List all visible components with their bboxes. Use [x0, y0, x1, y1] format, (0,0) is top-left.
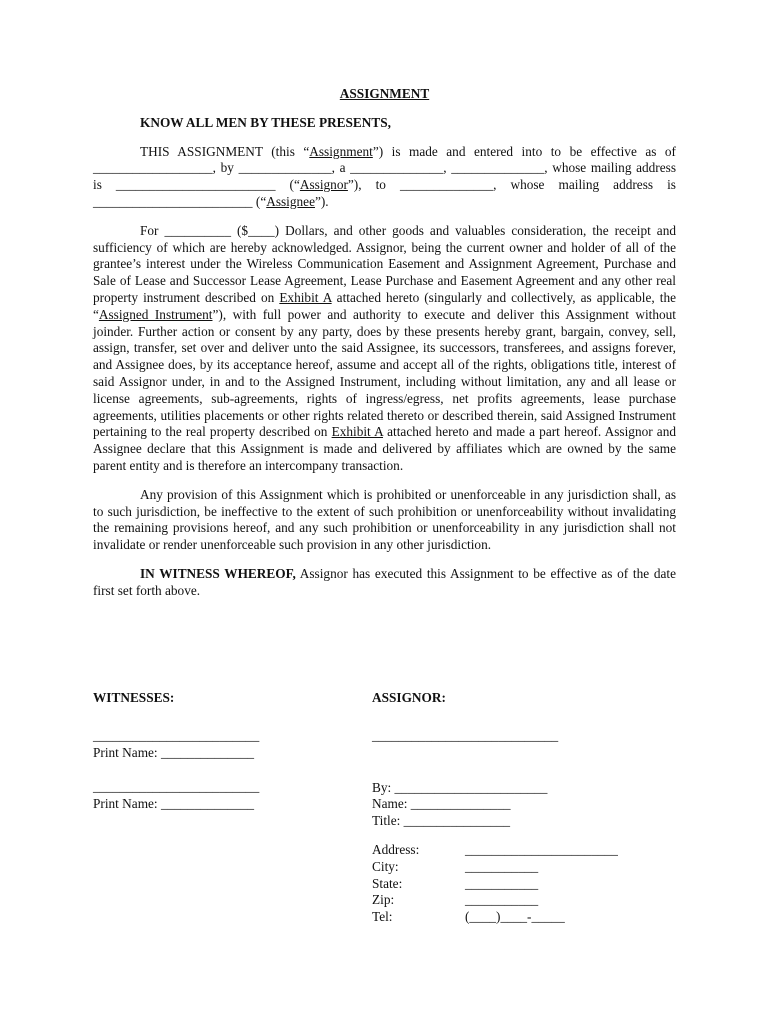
know-all-heading: KNOW ALL MEN BY THESE PRESENTS,: [140, 114, 391, 130]
state-row: State: ___________: [372, 875, 539, 891]
assignor-signature-line: ____________________________: [372, 727, 559, 743]
witnesses-column: [93, 690, 363, 813]
witness-signature-line-1: _________________________: [93, 727, 260, 743]
assignor-title: Title: ________________: [372, 813, 511, 829]
witnesses-heading: WITNESSES:: [93, 690, 175, 705]
document-title: ASSIGNMENT: [339, 86, 430, 101]
assigned-instrument-term: Assigned Instrument: [98, 306, 213, 322]
in-witness-lead: IN WITNESS WHEREOF,: [140, 565, 296, 581]
assignor-column: [372, 690, 672, 926]
city-row: City: ___________: [372, 858, 539, 874]
intro-paragraph: THIS ASSIGNMENT (this “Assignment”) is made and entered into to be effective as of __________________, by ______________, a ______________, ______________, whose mailing address is ________________________ (“Assignor”), to ______________, whose mailing address is ________________________ (“Assignee”).: [93, 143, 676, 209]
zip-row: Zip: ___________: [372, 892, 539, 908]
witness-paragraph: IN WITNESS WHEREOF, Assignor has executed this Assignment to be effective as of the date first set forth above.: [93, 565, 676, 598]
severability-paragraph: Any provision of this Assignment which is prohibited or unenforceable in any jurisdiction shall, as to such jurisdiction, be ineffective to the extent of such prohibition or unenforceability without invalidating the remaining provisions hereof, and any such prohibition or unenforceability in any jurisdiction shall not invalidate or render unenforceable such provision in any other jurisdiction.: [93, 486, 676, 553]
document-body: [93, 86, 676, 612]
tel-row: Tel: (____)____-_____: [372, 909, 565, 925]
exhibit-a-ref: Exhibit A: [279, 289, 332, 305]
assignment-term: Assignment: [309, 143, 373, 159]
witness-print-name-2: Print Name: ______________: [93, 796, 255, 812]
assignor-heading: ASSIGNOR:: [372, 690, 446, 705]
assignor-name: Name: _______________: [372, 796, 511, 812]
address-row: Address: _______________________: [372, 841, 618, 857]
witness-signature-line-2: _________________________: [93, 779, 260, 795]
consideration-paragraph: For __________ ($____) Dollars, and other goods and valuables consideration, the receipt and sufficiency of which are hereby acknowledged. Assignor, being the current owner and holder of all of the grantee’s interest under the Wireless Communication Easement and Assignment Agreement, Purchase and Sale of Lease and Successor Lease Agreement, Lease Purchase and Easement Agreement and any other real property instrument described on Exhibit A attached hereto (singularly and collectively, as applicable, the “Assigned Instrument”), with full power and authority to execute and deliver this Assignment without joinder. Further action or consent by any party, does by these presents hereby grant, bargain, convey, sell, assign, transfer, set over and deliver unto the said Assignee, its successors, transferees, and assigns forever, and Assignee does, by its acceptance hereof, assume and accept all of the rights, obligations title, interest of said Assignor under, in and to the Assigned Instrument, including without limitation, any and all lease or license agreements, sub-agreements, rights of ingress/egress, net profits agreements, lease purchase agreements, utilities placements or other rights related thereto or described therein, said Assigned Instrument pertaining to the real property described on Exhibit A attached hereto and made a part hereof. Assignor and Assignee declare that this Assignment is made and delivered by affiliates which are owned by the same parent entity and is therefore an intercompany transaction.: [93, 222, 676, 473]
exhibit-a-ref-2: Exhibit A: [331, 424, 384, 440]
assignee-term: Assignee: [266, 193, 315, 209]
assignor-term: Assignor: [299, 177, 348, 193]
assignor-address-block: [372, 842, 672, 926]
assignor-by: By: _______________________: [372, 779, 548, 795]
witness-print-name-1: Print Name: ______________: [93, 744, 255, 760]
